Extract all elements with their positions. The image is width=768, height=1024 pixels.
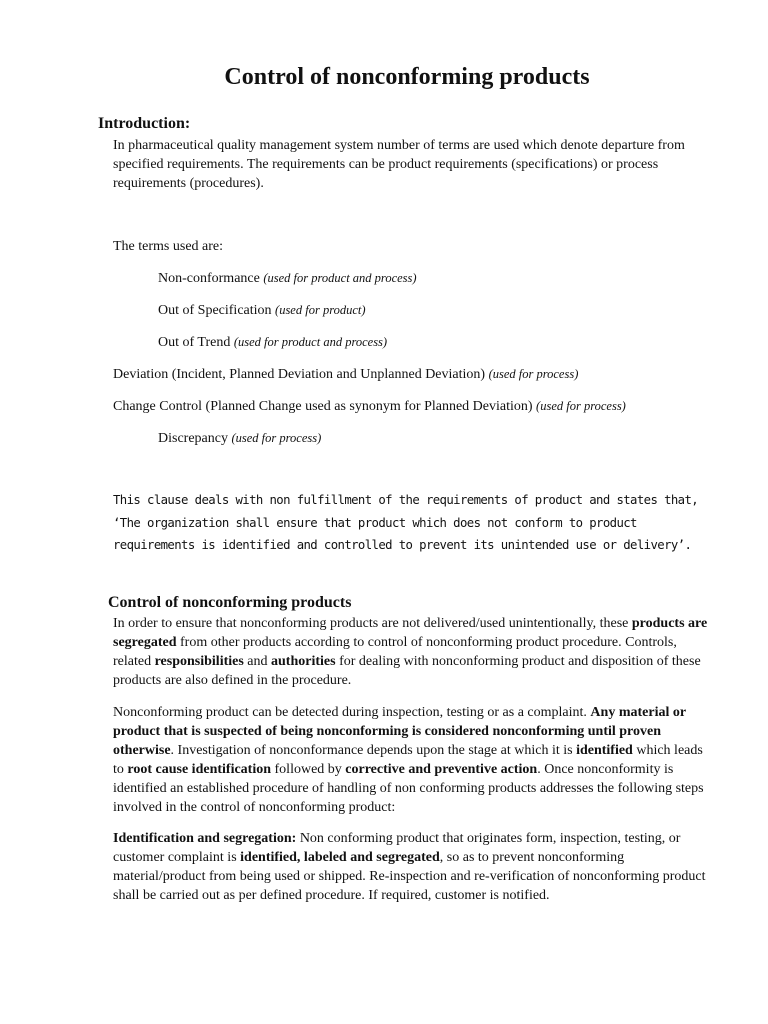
term-note: (used for process) <box>488 367 579 381</box>
term-name: Out of Trend <box>158 335 231 350</box>
bold-run: authorities <box>271 654 336 669</box>
term-name: Deviation (Incident, Planned Deviation and Unplanned Deviation) <box>113 367 486 382</box>
term-name: Out of Specification <box>158 303 272 318</box>
section-paragraph-3 <box>113 829 713 905</box>
term-item <box>158 333 387 352</box>
text-run: In order to ensure that nonconforming products are not delivered/used unintentionally, these <box>113 616 632 631</box>
text-run: which leads to <box>113 743 703 777</box>
term-item <box>113 397 626 416</box>
term-item <box>113 365 578 384</box>
term-item <box>158 301 366 320</box>
bold-run: identified <box>576 743 633 758</box>
bold-run: corrective and preventive action <box>345 762 538 777</box>
term-note: (used for process) <box>231 431 322 445</box>
term-note: (used for process) <box>536 399 626 413</box>
text-run: and <box>243 654 272 669</box>
term-item <box>158 429 321 448</box>
section-heading: Control of nonconforming products <box>108 594 352 611</box>
term-name: Discrepancy <box>158 431 228 446</box>
text-run: Non conforming product that originates form, inspection, testing, or customer complaint is <box>113 831 681 865</box>
introduction-heading: Introduction: <box>98 115 191 132</box>
bold-run: identified, labeled and segregated <box>240 850 440 865</box>
term-name: Change Control (Planned Change used as synonym for Planned Deviation) <box>113 399 533 414</box>
term-note: (used for product) <box>275 303 366 317</box>
term-note: (used for product and process) <box>263 271 417 285</box>
terms-intro: The terms used are: <box>113 239 224 254</box>
term-item <box>158 269 417 288</box>
text-run: . Once nonconformity is identified an established procedure of handling of non conforming products addresses the following steps involved in the control of nonconforming product: <box>113 762 704 815</box>
term-note: (used for product and process) <box>233 335 388 349</box>
section-paragraph-2 <box>113 703 713 817</box>
text-run: followed by <box>271 762 346 777</box>
section-paragraph-1 <box>113 614 713 690</box>
bold-run: Identification and segregation: <box>113 831 297 846</box>
text-run: Nonconforming product can be detected during inspection, testing or as a complaint. <box>113 705 591 720</box>
bold-run: root cause identification <box>127 762 272 777</box>
text-run: from other products according to control of nonconforming product procedure. Controls, related <box>113 635 677 669</box>
clause-paragraph: This clause deals with non fulfillment of the requirements of product and states that, ‘The organization shall ensure that product which does not conform to product requirements is identified and controlled to prevent its unintended use or delivery’. <box>113 493 699 552</box>
introduction-paragraph: In pharmaceutical quality management system number of terms are used which denote departure from specified requirements. The requirements can be product requirements (specifications) or process requirements (procedures). <box>113 138 685 191</box>
bold-run: products are segregated <box>113 616 708 650</box>
text-run: . Investigation of nonconformance depends upon the stage at which it is <box>170 743 577 758</box>
bold-run: Any material or product that is suspected of being nonconforming is considered nonconforming until proven otherwise <box>113 705 686 758</box>
term-name: Non-conformance <box>158 271 260 286</box>
page-title: Control of nonconforming products <box>224 64 590 90</box>
bold-run: responsibilities <box>154 654 244 669</box>
text-run: , so as to prevent nonconforming material/product from being used or shipped. Re-inspection and re-verification of nonconforming product shall be carried out as per defined procedure. If required, customer is notified. <box>113 850 706 903</box>
text-run: for dealing with nonconforming product and disposition of these products are also defined in the procedure. <box>113 654 701 688</box>
